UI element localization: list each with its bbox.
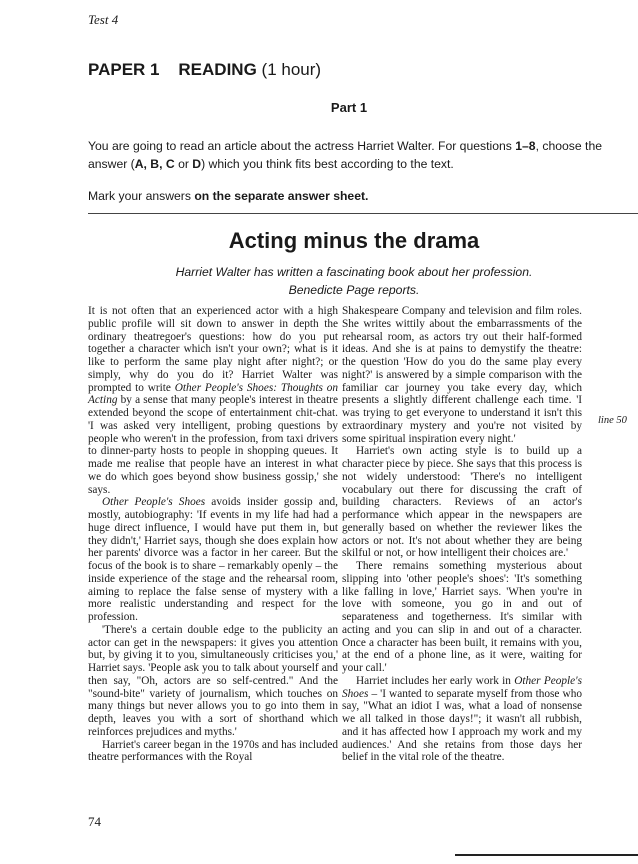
paragraph-text: avoids insider gossip and, mostly, autobiography: 'If events in my life had had a huge direct influence, I would have put them in, but they didn't,' Harriet says, though she does explain how her parents' divorce was a factor in her career. But the focus of the book is to share – remarkably openly – the inside experience of the stage and the rehearsal room, aiming to replace the false sense of mystery with a more realistic understanding and respect for the profession.	[88, 496, 338, 623]
paragraph	[88, 305, 338, 496]
paragraph: Harriet's own acting style is to build up a character piece by piece. She says that this process is not widely understood: 'There's no intelligent vocabulary out there for discussing the craft of building characters. Reviews of an actor's performance which appear in the newspapers are generally based on whether the reviewer likes the actors or not. It's not about whether they are being skilful or not, or how intelligent their choices are.'	[342, 445, 582, 560]
article-title: Acting minus the drama	[228, 228, 480, 253]
divider	[88, 213, 638, 214]
instr-text: You are going to read an article about the actress Harriet Walter. For questions	[88, 139, 516, 153]
instr-text: , choose the answer (	[88, 139, 602, 171]
part-heading: Part 1	[330, 100, 368, 115]
paper-label: PAPER 1	[88, 60, 160, 79]
page-number: 74	[88, 814, 101, 829]
test-label: Test 4	[88, 12, 119, 27]
footer-rule	[455, 854, 638, 856]
line-reference: line 50	[598, 415, 627, 426]
mark-answers-text: Mark your answers	[88, 189, 195, 203]
article-standfirst	[0, 263, 638, 299]
paragraph-text: Harriet includes her early work in	[356, 674, 515, 687]
paragraph: Harriet's career began in the 1970s and has included theatre performances with the Royal	[88, 738, 338, 764]
article-column-right	[342, 305, 582, 764]
paragraph: There remains something mysterious about slipping into 'other people's shoes': 'It's something like falling in love,' Harriet says. 'When you're in love with someone, you go in and out of separateness and togetherness. It's similar with acting and you can slip in and out of a character. Once a character has been built, it remains with you, at the end of a phone line, as it were, waiting for your call.'	[342, 560, 582, 674]
paragraph	[88, 496, 338, 624]
mark-answers-instruction	[88, 189, 368, 203]
paragraph-text: by a sense that many people's interest in theatre extended beyond the scope of entertainment chit-chat. 'I was asked very intelligent, probing questions by people who weren't in the profession, from taxi drivers to dinner-party hosts to people in shopping queues. It made me realise that people have an interest in what we do which goes beyond show business gossip,' she says.	[88, 394, 338, 496]
paragraph: Shakespeare Company and television and film roles. She writes wittily about the embarrassments of the rehearsal room, as actors try out their half-formed ideas. And she is at pains to demystify the theatre: the question 'How do you do the same play every night?' is answered by a simple comparison with the familiar car journey you take every day, which presents a slightly different challenge each time. 'I was trying to get everyone to understand it isn't this extraordinary mystery and you're not visited by some spiritual inspiration every night.'	[342, 305, 582, 445]
answer-sheet-emphasis: on the separate answer sheet.	[194, 189, 369, 203]
book-title: Other People's Shoes	[102, 496, 206, 509]
paragraph-text: – 'I wanted to separate myself from those who say, "What an idiot I was, what a load of nonsense we all talked in those days!"; it wasn't all rubbish, and it has affected how I approach my work and my audiences.' And she retains from those days her belief in the vital role of the theatre.	[342, 687, 582, 764]
section-label: READING	[178, 60, 257, 79]
paragraph	[342, 675, 582, 764]
standfirst-byline: Benedicte Page reports.	[288, 283, 420, 297]
paragraph-text: It is not often that an experienced actor with a high public profile will sit down to answer in depth the ordinary theatregoer's questions: how do you put together a character which isn't your own?; what is it like to perform the same play night after night?; or simply, why do you do it? Harriet Walter was prompted to write	[88, 305, 338, 394]
book-title: Other People's Shoes	[342, 674, 582, 700]
standfirst-line: Harriet Walter has written a fascinating book about her profession.	[175, 265, 533, 279]
option-letter-d: D	[192, 157, 202, 171]
paper-heading	[88, 60, 321, 80]
book-title: Other People's Shoes: Thoughts on Acting	[88, 381, 338, 407]
instr-text: or	[174, 157, 193, 171]
option-letters: A, B, C	[134, 157, 175, 171]
paragraph: 'There's a certain double edge to the publicity an actor can get in the newspapers: it gives you attention but, by giving it to you, simultaneously criticises you,' Harriet says. 'People ask you to talk about yourself and then say, "Oh, actors are so self-centred." And the "sound-bite" variety of journalism, which touches on many things but never allows you to go into them in depth, leaves you with a sort of shorthand which reinforces prejudices and myths.'	[88, 623, 338, 738]
instr-text: ) which you think fits best according to the text.	[201, 157, 454, 171]
instructions	[88, 137, 634, 173]
article-column-left	[88, 305, 338, 764]
duration: (1 hour)	[261, 60, 322, 79]
question-range: 1–8	[515, 139, 536, 153]
